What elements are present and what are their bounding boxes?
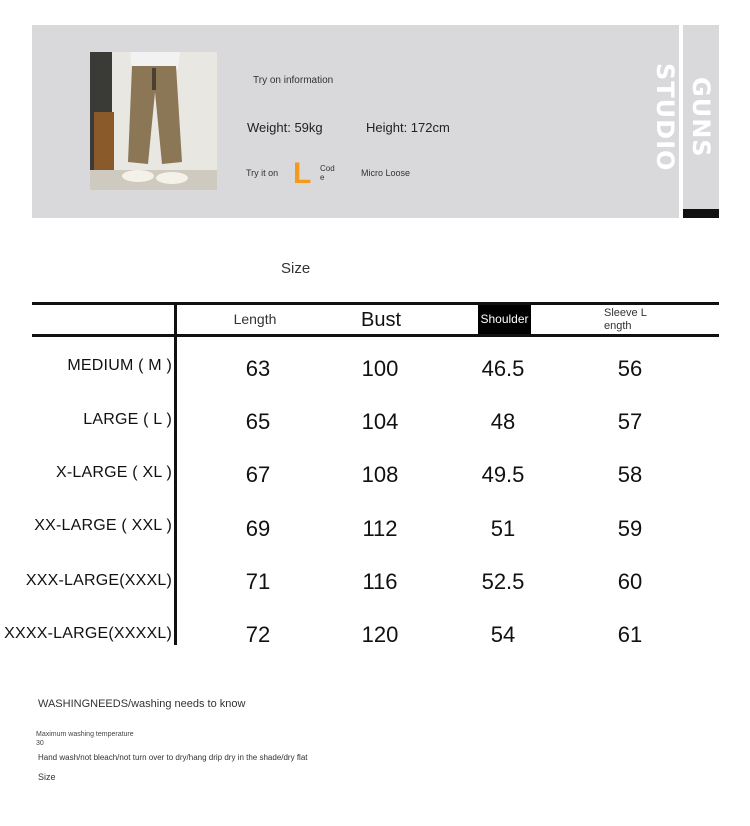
cell-shoulder: 51 xyxy=(490,516,516,541)
row-size-label: XXX-LARGE(XXXL) xyxy=(25,572,172,589)
washing-instructions: Hand wash/not bleach/not turn over to dry/hang drip dry in the shade/dry flat xyxy=(38,753,308,762)
washing-title: WASHINGNEEDS/washing needs to know xyxy=(38,698,246,710)
washing-footer: Size xyxy=(38,772,56,782)
header-sleeve-length: Sleeve L ength xyxy=(604,305,657,334)
model-photo-illustration xyxy=(90,52,217,190)
cell-length: 72 xyxy=(245,622,271,647)
header-shoulder: Shoulder xyxy=(478,305,531,334)
cell-length: 65 xyxy=(245,409,271,434)
row-size-label: XX-LARGE ( XXL ) xyxy=(34,517,172,534)
cell-length: 69 xyxy=(245,516,271,541)
cell-bust: 116 xyxy=(362,569,398,594)
tryon-title: Try on information xyxy=(253,75,334,86)
size-title: Size xyxy=(281,260,311,277)
cell-bust: 108 xyxy=(361,462,399,487)
brand-name: GUNS STUDIO xyxy=(651,62,715,172)
cell-sleeve-length: 59 xyxy=(617,516,643,541)
header-bust: Bust xyxy=(354,305,408,334)
cell-sleeve-length: 60 xyxy=(617,569,643,594)
cell-shoulder: 46.5 xyxy=(481,356,525,381)
tryon-height: Height: 172cm xyxy=(366,120,450,135)
tryon-tried-size: L xyxy=(293,157,312,190)
tryon-fit: Micro Loose xyxy=(361,168,411,178)
cell-shoulder: 48 xyxy=(490,409,516,434)
washing-max-temp-label: Maximum washing temperature xyxy=(36,731,134,738)
cell-bust: 100 xyxy=(361,356,399,381)
cell-length: 67 xyxy=(245,462,271,487)
cell-sleeve-length: 57 xyxy=(617,409,643,434)
cell-sleeve-length: 58 xyxy=(617,462,643,487)
cell-bust: 104 xyxy=(361,409,399,434)
cell-length: 63 xyxy=(245,356,271,381)
cell-bust: 112 xyxy=(362,516,398,541)
row-size-label: LARGE ( L ) xyxy=(83,411,172,428)
cell-shoulder: 49.5 xyxy=(481,462,525,487)
cell-sleeve-length: 61 xyxy=(617,622,643,647)
row-size-label: XXXX-LARGE(XXXXL) xyxy=(4,625,172,642)
table-header-rule xyxy=(32,334,719,337)
tryon-code-label: Cod e xyxy=(320,164,335,182)
washing-max-temp-value: 30 xyxy=(36,740,44,747)
model-photo xyxy=(90,52,217,190)
cell-shoulder: 54 xyxy=(490,622,516,647)
tryon-tried-label: Try it on xyxy=(246,168,279,178)
cell-shoulder: 52.5 xyxy=(481,569,525,594)
header-length: Length xyxy=(229,305,281,334)
cell-sleeve-length: 56 xyxy=(617,356,643,381)
row-size-label: MEDIUM ( M ) xyxy=(67,357,172,374)
cell-length: 71 xyxy=(245,569,271,594)
brand-strip xyxy=(683,209,719,218)
cell-bust: 120 xyxy=(361,622,399,647)
row-size-label: X-LARGE ( XL ) xyxy=(55,464,172,481)
tryon-weight: Weight: 59kg xyxy=(247,120,323,135)
table-column-rule xyxy=(174,302,177,645)
